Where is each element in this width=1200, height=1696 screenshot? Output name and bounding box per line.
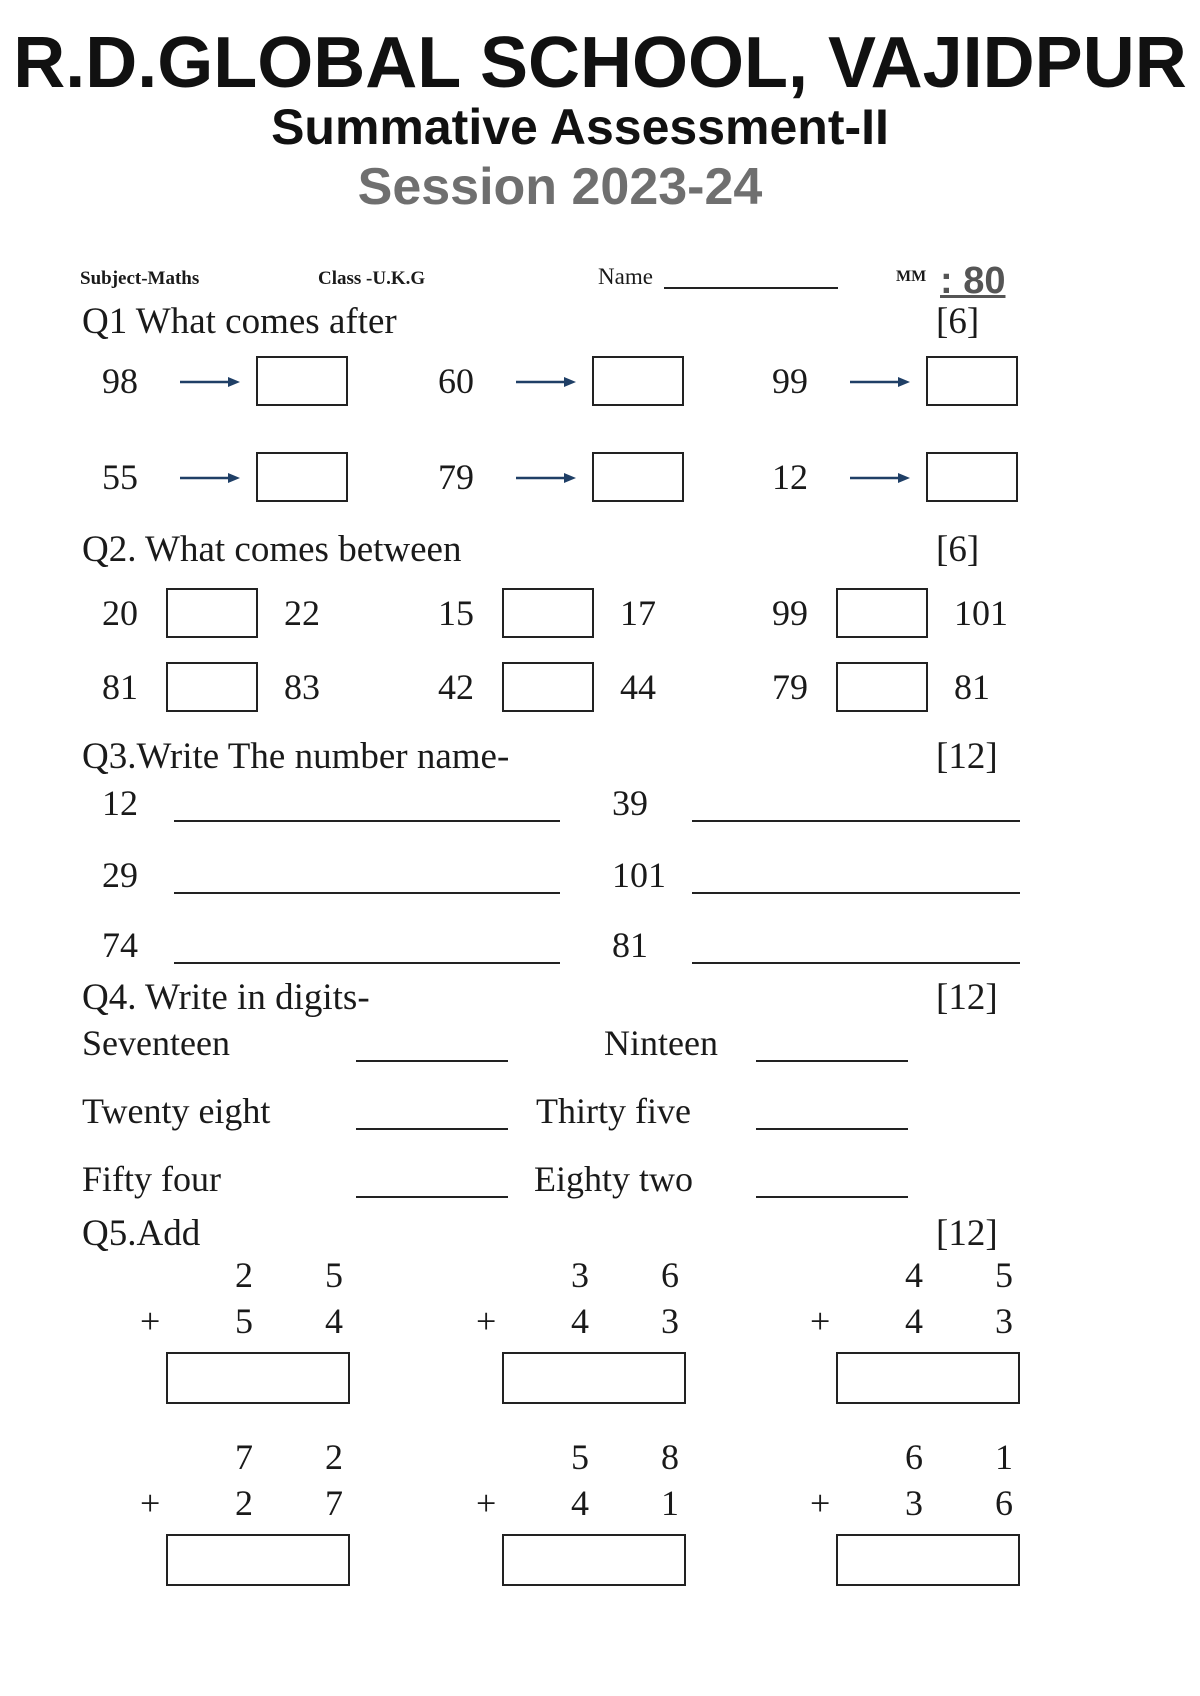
- q5-answer-box[interactable]: [502, 1534, 686, 1586]
- q3-answer-line[interactable]: [174, 892, 560, 894]
- arrow-right-icon: [516, 376, 578, 388]
- q5-top-digit: 6: [905, 1437, 923, 1477]
- q5-top-digit: 3: [571, 1255, 589, 1295]
- q1-number: 12: [772, 457, 808, 497]
- q5-top-digit: 1: [995, 1437, 1013, 1477]
- q5-top-digit: 4: [905, 1255, 923, 1295]
- q5-bottom-digit: 3: [661, 1301, 679, 1341]
- q1-answer-box[interactable]: [592, 452, 684, 502]
- q5-title: Q5.Add: [82, 1213, 201, 1254]
- q1-answer-box[interactable]: [256, 356, 348, 406]
- q5-bottom-digit: 1: [661, 1483, 679, 1523]
- q3-answer-line[interactable]: [692, 820, 1020, 822]
- q5-bottom-digit: 6: [995, 1483, 1013, 1523]
- arrow-right-icon: [850, 376, 912, 388]
- class-label: Class -U.K.G: [318, 268, 426, 289]
- q2-left-number: 15: [438, 593, 474, 633]
- name-label: Name: [598, 264, 653, 289]
- q5-top-digit: 6: [661, 1255, 679, 1295]
- school-title: R.D.GLOBAL SCHOOL, VAJIDPUR: [13, 23, 1187, 103]
- q2-answer-box[interactable]: [502, 662, 594, 712]
- q1-marks: [6]: [936, 301, 980, 342]
- q4-word: Twenty eight: [82, 1091, 271, 1131]
- q4-word: Seventeen: [82, 1023, 230, 1063]
- subject-label: Subject-Maths: [80, 268, 200, 289]
- q1-answer-box[interactable]: [926, 356, 1018, 406]
- q5-top-digit: 5: [325, 1255, 343, 1295]
- q5-top-digit: 2: [325, 1437, 343, 1477]
- q1-answer-box[interactable]: [592, 356, 684, 406]
- q5-bottom-digit: 4: [571, 1301, 589, 1341]
- q2-right-number: 83: [284, 667, 320, 707]
- exam-title: Summative Assessment-II: [271, 99, 889, 155]
- q2-left-number: 99: [772, 593, 808, 633]
- q3-number: 29: [102, 855, 138, 895]
- q1-title: Q1 What comes after: [82, 301, 397, 342]
- q1-number: 60: [438, 361, 474, 401]
- q4-answer-line[interactable]: [356, 1128, 508, 1130]
- q2-answer-box[interactable]: [836, 662, 928, 712]
- q5-answer-box[interactable]: [836, 1534, 1020, 1586]
- q4-answer-line[interactable]: [356, 1060, 508, 1062]
- q5-top-digit: 7: [235, 1437, 253, 1477]
- q2-answer-box[interactable]: [502, 588, 594, 638]
- session-title: Session 2023-24: [357, 158, 763, 216]
- q5-plus-sign: +: [140, 1301, 161, 1341]
- arrow-right-icon: [180, 376, 242, 388]
- q1-number: 79: [438, 457, 474, 497]
- arrow-right-icon: [850, 472, 912, 484]
- q4-answer-line[interactable]: [756, 1128, 908, 1130]
- q5-plus-sign: +: [140, 1483, 161, 1523]
- q3-answer-line[interactable]: [174, 820, 560, 822]
- q2-left-number: 79: [772, 667, 808, 707]
- q2-right-number: 101: [954, 593, 1008, 633]
- q2-marks: [6]: [936, 529, 980, 570]
- q5-bottom-digit: 5: [235, 1301, 253, 1341]
- q4-word: Fifty four: [82, 1159, 221, 1199]
- q5-top-digit: 5: [995, 1255, 1013, 1295]
- q3-number: 12: [102, 783, 138, 823]
- name-line[interactable]: [664, 287, 838, 289]
- q4-marks: [12]: [936, 977, 998, 1018]
- q5-bottom-digit: 4: [905, 1301, 923, 1341]
- q5-bottom-digit: 4: [571, 1483, 589, 1523]
- q4-answer-line[interactable]: [756, 1196, 908, 1198]
- q5-bottom-digit: 3: [995, 1301, 1013, 1341]
- q5-bottom-digit: 7: [325, 1483, 343, 1523]
- q4-title: Q4. Write in digits-: [82, 977, 370, 1018]
- q5-top-digit: 8: [661, 1437, 679, 1477]
- q1-answer-box[interactable]: [256, 452, 348, 502]
- q3-number: 101: [612, 855, 666, 895]
- q2-right-number: 22: [284, 593, 320, 633]
- q5-bottom-digit: 3: [905, 1483, 923, 1523]
- arrow-right-icon: [180, 472, 242, 484]
- q3-answer-line[interactable]: [692, 962, 1020, 964]
- q2-left-number: 42: [438, 667, 474, 707]
- arrow-right-icon: [516, 472, 578, 484]
- mm-value: : 80: [940, 260, 1006, 302]
- q5-plus-sign: +: [810, 1483, 831, 1523]
- q1-number: 98: [102, 361, 138, 401]
- q4-word: Ninteen: [604, 1023, 718, 1063]
- q2-answer-box[interactable]: [166, 588, 258, 638]
- q4-word: Eighty two: [534, 1159, 693, 1199]
- mm-label: MM: [896, 268, 927, 285]
- q2-right-number: 81: [954, 667, 990, 707]
- q5-top-digit: 5: [571, 1437, 589, 1477]
- q5-bottom-digit: 2: [235, 1483, 253, 1523]
- q5-answer-box[interactable]: [502, 1352, 686, 1404]
- q4-answer-line[interactable]: [756, 1060, 908, 1062]
- q5-marks: [12]: [936, 1213, 998, 1254]
- q3-answer-line[interactable]: [692, 892, 1020, 894]
- q2-title: Q2. What comes between: [82, 529, 462, 570]
- q5-answer-box[interactable]: [166, 1352, 350, 1404]
- q4-word: Thirty five: [536, 1091, 691, 1131]
- q3-answer-line[interactable]: [174, 962, 560, 964]
- q5-plus-sign: +: [476, 1483, 497, 1523]
- q3-number: 39: [612, 783, 648, 823]
- q2-answer-box[interactable]: [166, 662, 258, 712]
- q1-number: 55: [102, 457, 138, 497]
- q5-plus-sign: +: [810, 1301, 831, 1341]
- q1-answer-box[interactable]: [926, 452, 1018, 502]
- q3-marks: [12]: [936, 736, 998, 777]
- q5-top-digit: 2: [235, 1255, 253, 1295]
- q4-answer-line[interactable]: [356, 1196, 508, 1198]
- q3-number: 74: [102, 925, 138, 965]
- q5-bottom-digit: 4: [325, 1301, 343, 1341]
- q2-left-number: 81: [102, 667, 138, 707]
- q5-answer-box[interactable]: [166, 1534, 350, 1586]
- q5-plus-sign: +: [476, 1301, 497, 1341]
- q2-right-number: 17: [620, 593, 656, 633]
- q2-left-number: 20: [102, 593, 138, 633]
- q3-number: 81: [612, 925, 648, 965]
- q5-answer-box[interactable]: [836, 1352, 1020, 1404]
- q2-answer-box[interactable]: [836, 588, 928, 638]
- q2-right-number: 44: [620, 667, 656, 707]
- q1-number: 99: [772, 361, 808, 401]
- q3-title: Q3.Write The number name-: [82, 736, 510, 777]
